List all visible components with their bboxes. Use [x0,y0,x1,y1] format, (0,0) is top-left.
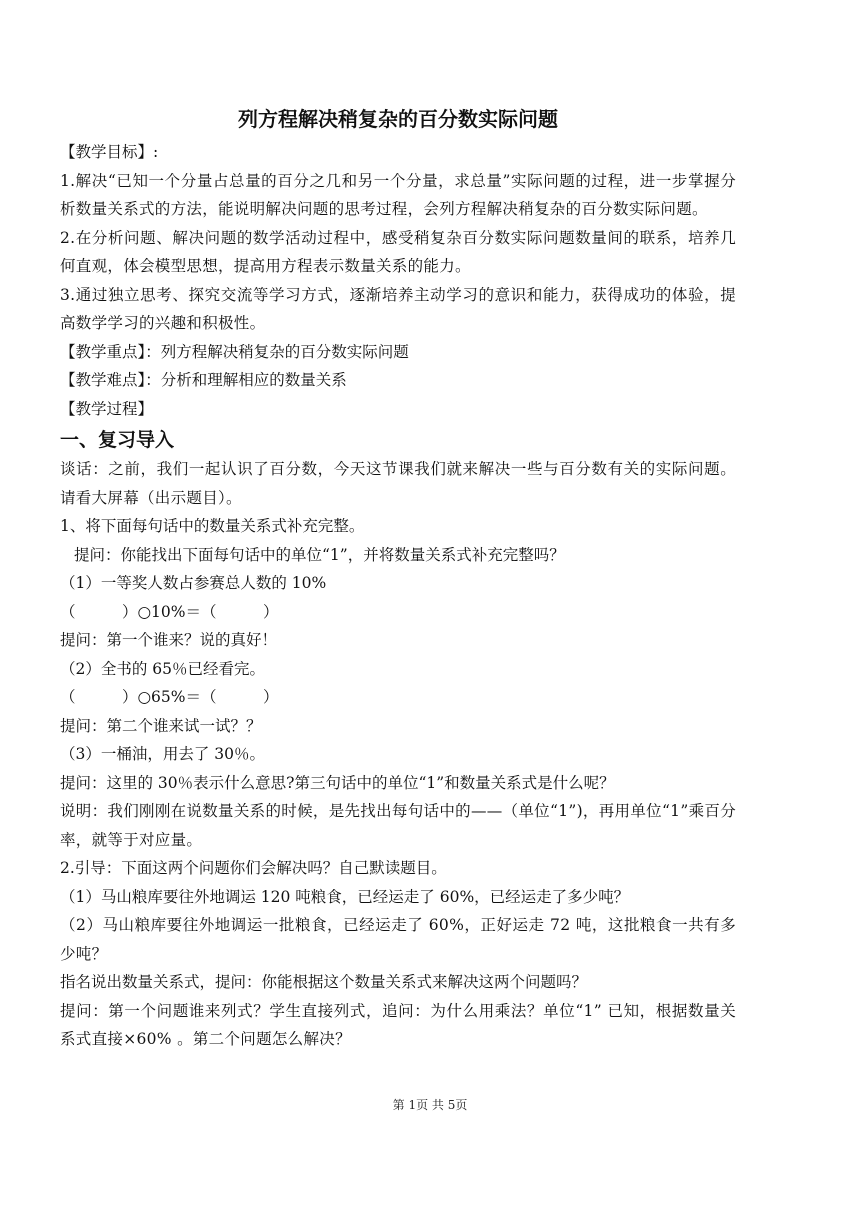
ask-intro: 提问：你能找出下面每句话中的单位“1”，并将数量关系式补充完整吗？ [74,545,565,564]
key-point: 【教学重点】：列方程解决稍复杂的百分数实际问题 [60,342,409,361]
document-body [60,104,736,1054]
name-say: 指名说出数量关系式，提问：你能根据这个数量关系式来解决这两个问题吗？ [60,973,588,991]
process-heading: 【教学过程】 [60,399,154,418]
blank-1: （ ）○10%＝（ ） [60,602,279,621]
problem-1: （1）马山粮库要往外地调运 120 吨粮食，已经运走了 60%，已经运走了多少吨？ [60,887,630,906]
task-1: 1、将下面每句话中的数量关系式补充完整。 [60,517,365,535]
goal-3: 3.通过独立思考、探究交流等学习方式，逐渐培养主动学习的意识和能力，获得成功的体验，提高数学学习的兴趣和积极性。 [60,285,736,332]
item-1: （1）一等奖人数占参赛总人数的 10% [60,574,327,592]
ask-3: 提问：这里的 30％表示什么意思?第三句话中的单位“1”和数量关系式是什么呢？ [60,773,615,792]
section-heading-review: 一、复习导入 [60,429,175,451]
item-2: （2）全书的 65％已经看完。 [60,659,266,678]
problem-2: （2）马山粮库要往外地调运一批粮食，已经运走了 60%，正好运走 72 吨，这批粮食一共有多少吨？ [60,916,736,963]
explain-paragraph: 说明：我们刚刚在说数量关系的时候，是先找出每句话中的——（单位“1”)，再用单位“1”乘百分率，就等于对应量。 [60,802,736,849]
goal-2: 2.在分析问题、解决问题的数学活动过程中，感受稍复杂百分数实际问题数量间的联系，培养几何直观，体会模型思想，提高用方程表示数量关系的能力。 [60,228,736,275]
page-footer: 第 1页 共 5页 [392,1098,468,1112]
blank-2: （ ）○65%＝（ ） [60,688,279,706]
guide: 2.引导：下面这两个问题你们会解决吗？自己默读题目。 [60,859,447,877]
document-title: 列方程解决稍复杂的百分数实际问题 [238,107,558,131]
ask-1: 提问：第一个谁来？说的真好！ [60,631,278,649]
difficulty: 【教学难点】：分析和理解相应的数量关系 [60,371,347,389]
item-3: （3）一桶油，用去了 30％。 [60,745,266,763]
goal-1: 1.解决“已知一个分量占总量的百分之几和另一个分量，求总量”实际问题的过程，进一步掌握分析数量关系式的方法，能说明解决问题的思考过程，会列方程解决稍复杂的百分数实际问题。 [60,171,736,218]
ask-last: 提问：第一个问题谁来列式？学生直接列式，追问：为什么用乘法？单位“1” 已知，根据数量关系式直接×60% 。第二个问题怎么解决？ [60,1001,736,1048]
ask-2: 提问：第二个谁来试一试？？ [60,716,262,735]
goals-heading: 【教学目标】: [60,143,159,161]
talk-paragraph: 谈话：之前，我们一起认识了百分数，今天这节课我们就来解决一些与百分数有关的实际问题。请看大屏幕（出示题目）。 [60,460,736,507]
